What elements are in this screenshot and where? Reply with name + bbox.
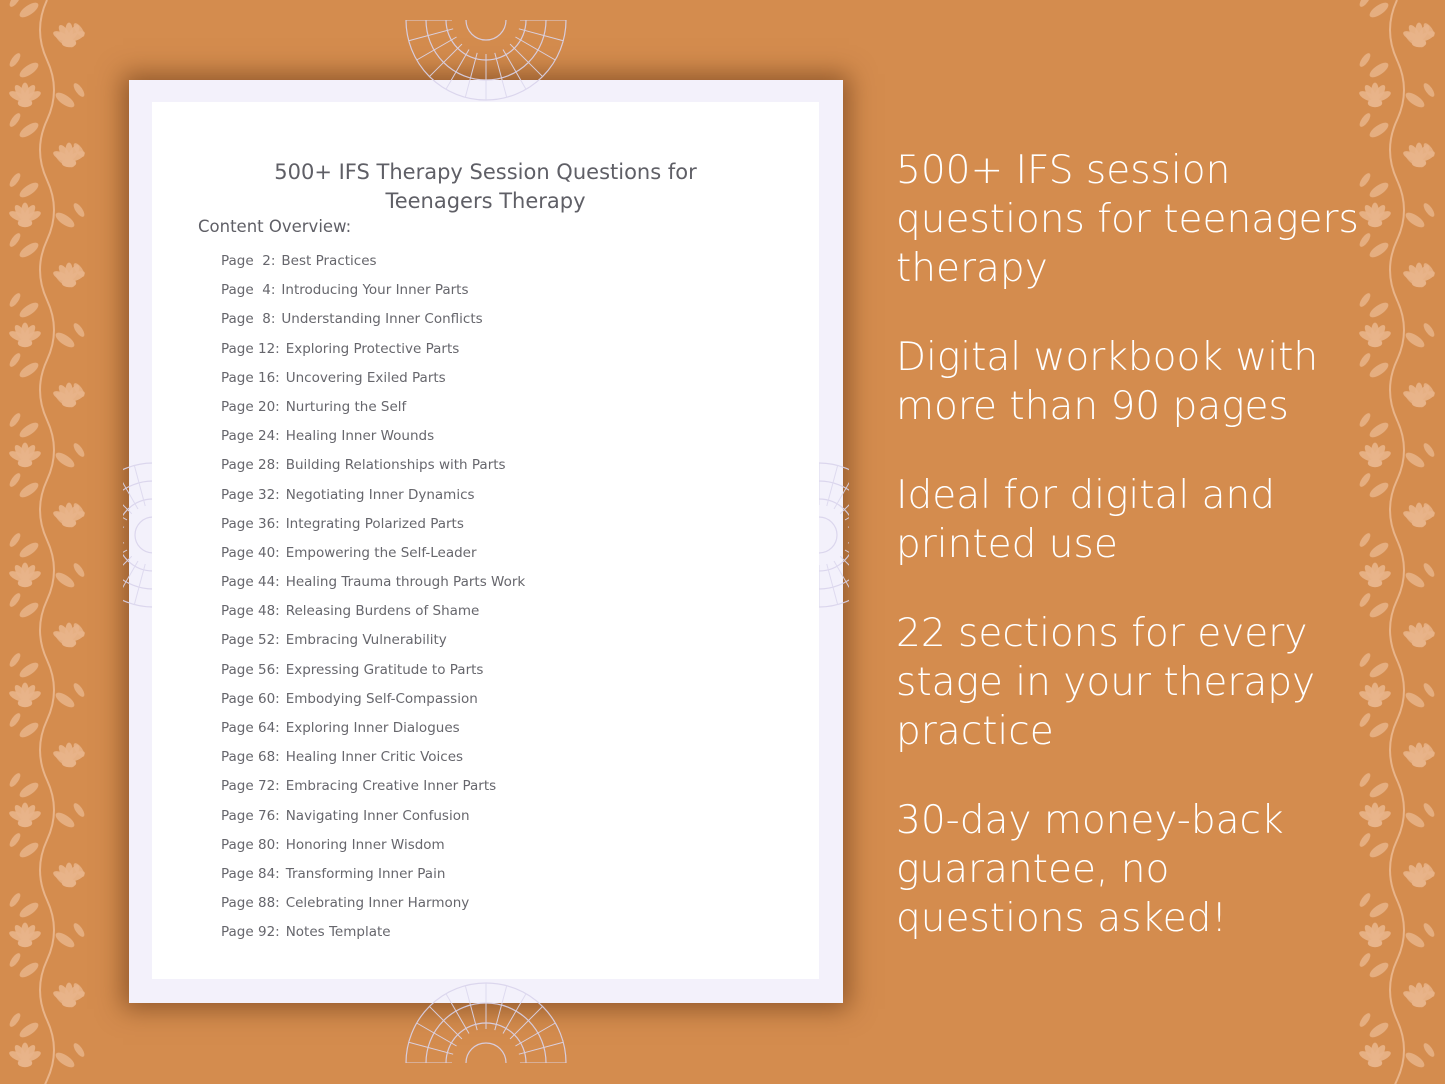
toc-entry xyxy=(221,516,525,545)
toc-entry xyxy=(221,253,525,282)
table-of-contents xyxy=(221,253,525,954)
feature-item xyxy=(896,609,1366,756)
feature-item xyxy=(896,796,1366,943)
document-paper xyxy=(152,102,819,979)
document-title-line: 500+ IFS Therapy Session Questions for xyxy=(274,160,697,184)
toc-page-number: Page 60: xyxy=(221,690,280,707)
feature-line: 30-day money-back xyxy=(896,798,1284,843)
feature-line: printed use xyxy=(896,522,1118,567)
feature-line: therapy xyxy=(896,246,1048,291)
toc-entry-title: Navigating Inner Confusion xyxy=(285,807,470,824)
toc-entry-title: Healing Inner Wounds xyxy=(285,428,435,445)
toc-page-number: Page 32: xyxy=(221,486,280,503)
toc-page-number: Page 8: xyxy=(221,311,276,328)
toc-entry xyxy=(221,778,525,807)
feature-line: Digital workbook with xyxy=(896,335,1319,380)
toc-entry-title: Notes Template xyxy=(285,924,391,941)
feature-line: Ideal for digital and xyxy=(896,473,1276,518)
toc-entry-title: Integrating Polarized Parts xyxy=(285,515,464,532)
toc-page-number: Page 28: xyxy=(221,457,280,474)
toc-page-number: Page 48: xyxy=(221,603,280,620)
feature-list xyxy=(896,146,1366,983)
toc-entry-title: Understanding Inner Conflicts xyxy=(281,311,483,328)
toc-page-number: Page 4: xyxy=(221,282,276,299)
toc-entry-title: Expressing Gratitude to Parts xyxy=(285,661,484,678)
feature-item xyxy=(896,146,1366,293)
document-title xyxy=(152,158,819,216)
toc-entry-title: Negotiating Inner Dynamics xyxy=(285,486,475,503)
toc-page-number: Page 12: xyxy=(221,340,280,357)
toc-page-number: Page 2: xyxy=(221,253,276,269)
toc-entry-title: Building Relationships with Parts xyxy=(285,457,506,474)
toc-page-number: Page 92: xyxy=(221,924,280,941)
toc-entry xyxy=(221,399,525,428)
toc-entry xyxy=(221,545,525,574)
toc-entry xyxy=(221,866,525,895)
toc-entry xyxy=(221,428,525,457)
toc-page-number: Page 40: xyxy=(221,544,280,561)
toc-entry-title: Nurturing the Self xyxy=(285,398,407,415)
toc-entry-title: Uncovering Exiled Parts xyxy=(285,369,446,386)
toc-entry xyxy=(221,837,525,866)
toc-page-number: Page 52: xyxy=(221,632,280,649)
toc-entry xyxy=(221,574,525,603)
toc-page-number: Page 16: xyxy=(221,369,280,386)
toc-entry-title: Introducing Your Inner Parts xyxy=(281,282,469,299)
toc-page-number: Page 20: xyxy=(221,398,280,415)
mandala-icon xyxy=(386,20,586,104)
toc-entry-title: Exploring Inner Dialogues xyxy=(285,720,460,736)
feature-line: 500+ IFS session xyxy=(896,148,1231,193)
toc-entry xyxy=(221,720,525,749)
feature-item xyxy=(896,333,1366,431)
feature-line: questions for teenagers xyxy=(896,197,1359,242)
floral-vine-icon xyxy=(0,0,95,1084)
toc-entry xyxy=(221,370,525,399)
toc-entry-title: Healing Inner Critic Voices xyxy=(285,749,464,766)
toc-entry-title: Embodying Self-Compassion xyxy=(285,690,478,707)
feature-line: practice xyxy=(896,709,1054,754)
toc-entry xyxy=(221,895,525,924)
document-title-line: Teenagers Therapy xyxy=(385,189,586,213)
toc-entry-title: Exploring Protective Parts xyxy=(285,340,460,357)
mandala-icon xyxy=(819,450,849,620)
toc-page-number: Page 56: xyxy=(221,661,280,678)
toc-page-number: Page 64: xyxy=(221,720,280,736)
toc-entry-title: Empowering the Self-Leader xyxy=(285,544,477,561)
mandala-icon xyxy=(386,979,586,1063)
toc-entry-title: Embracing Creative Inner Parts xyxy=(285,778,497,795)
toc-entry xyxy=(221,457,525,486)
toc-entry xyxy=(221,691,525,720)
feature-line: 22 sections for every xyxy=(896,611,1308,656)
feature-item xyxy=(896,471,1366,569)
toc-entry-title: Embracing Vulnerability xyxy=(285,632,447,649)
feature-line: more than 90 pages xyxy=(896,384,1289,429)
toc-entry xyxy=(221,282,525,311)
mandala-icon xyxy=(123,450,153,620)
toc-entry xyxy=(221,603,525,632)
toc-entry xyxy=(221,808,525,837)
toc-entry-title: Healing Trauma through Parts Work xyxy=(285,574,526,591)
toc-entry-title: Celebrating Inner Harmony xyxy=(285,895,470,912)
toc-entry xyxy=(221,749,525,778)
toc-entry xyxy=(221,311,525,340)
toc-entry-title: Releasing Burdens of Shame xyxy=(285,603,480,620)
content-overview-label: Content Overview: xyxy=(198,217,352,236)
toc-page-number: Page 88: xyxy=(221,895,280,912)
toc-entry xyxy=(221,632,525,661)
document-page xyxy=(129,80,843,1003)
toc-entry xyxy=(221,662,525,691)
toc-entry-title: Best Practices xyxy=(281,253,377,269)
toc-entry xyxy=(221,924,525,953)
toc-page-number: Page 84: xyxy=(221,865,280,882)
toc-page-number: Page 68: xyxy=(221,749,280,766)
toc-entry xyxy=(221,341,525,370)
feature-line: guarantee, no xyxy=(896,847,1170,892)
feature-line: questions asked! xyxy=(896,896,1228,941)
toc-page-number: Page 36: xyxy=(221,515,280,532)
toc-entry xyxy=(221,487,525,516)
toc-page-number: Page 72: xyxy=(221,778,280,795)
toc-page-number: Page 24: xyxy=(221,428,280,445)
feature-line: stage in your therapy xyxy=(896,660,1316,705)
toc-page-number: Page 44: xyxy=(221,574,280,591)
toc-entry-title: Honoring Inner Wisdom xyxy=(285,836,445,853)
toc-entry-title: Transforming Inner Pain xyxy=(285,865,446,882)
toc-page-number: Page 76: xyxy=(221,807,280,824)
toc-page-number: Page 80: xyxy=(221,836,280,853)
